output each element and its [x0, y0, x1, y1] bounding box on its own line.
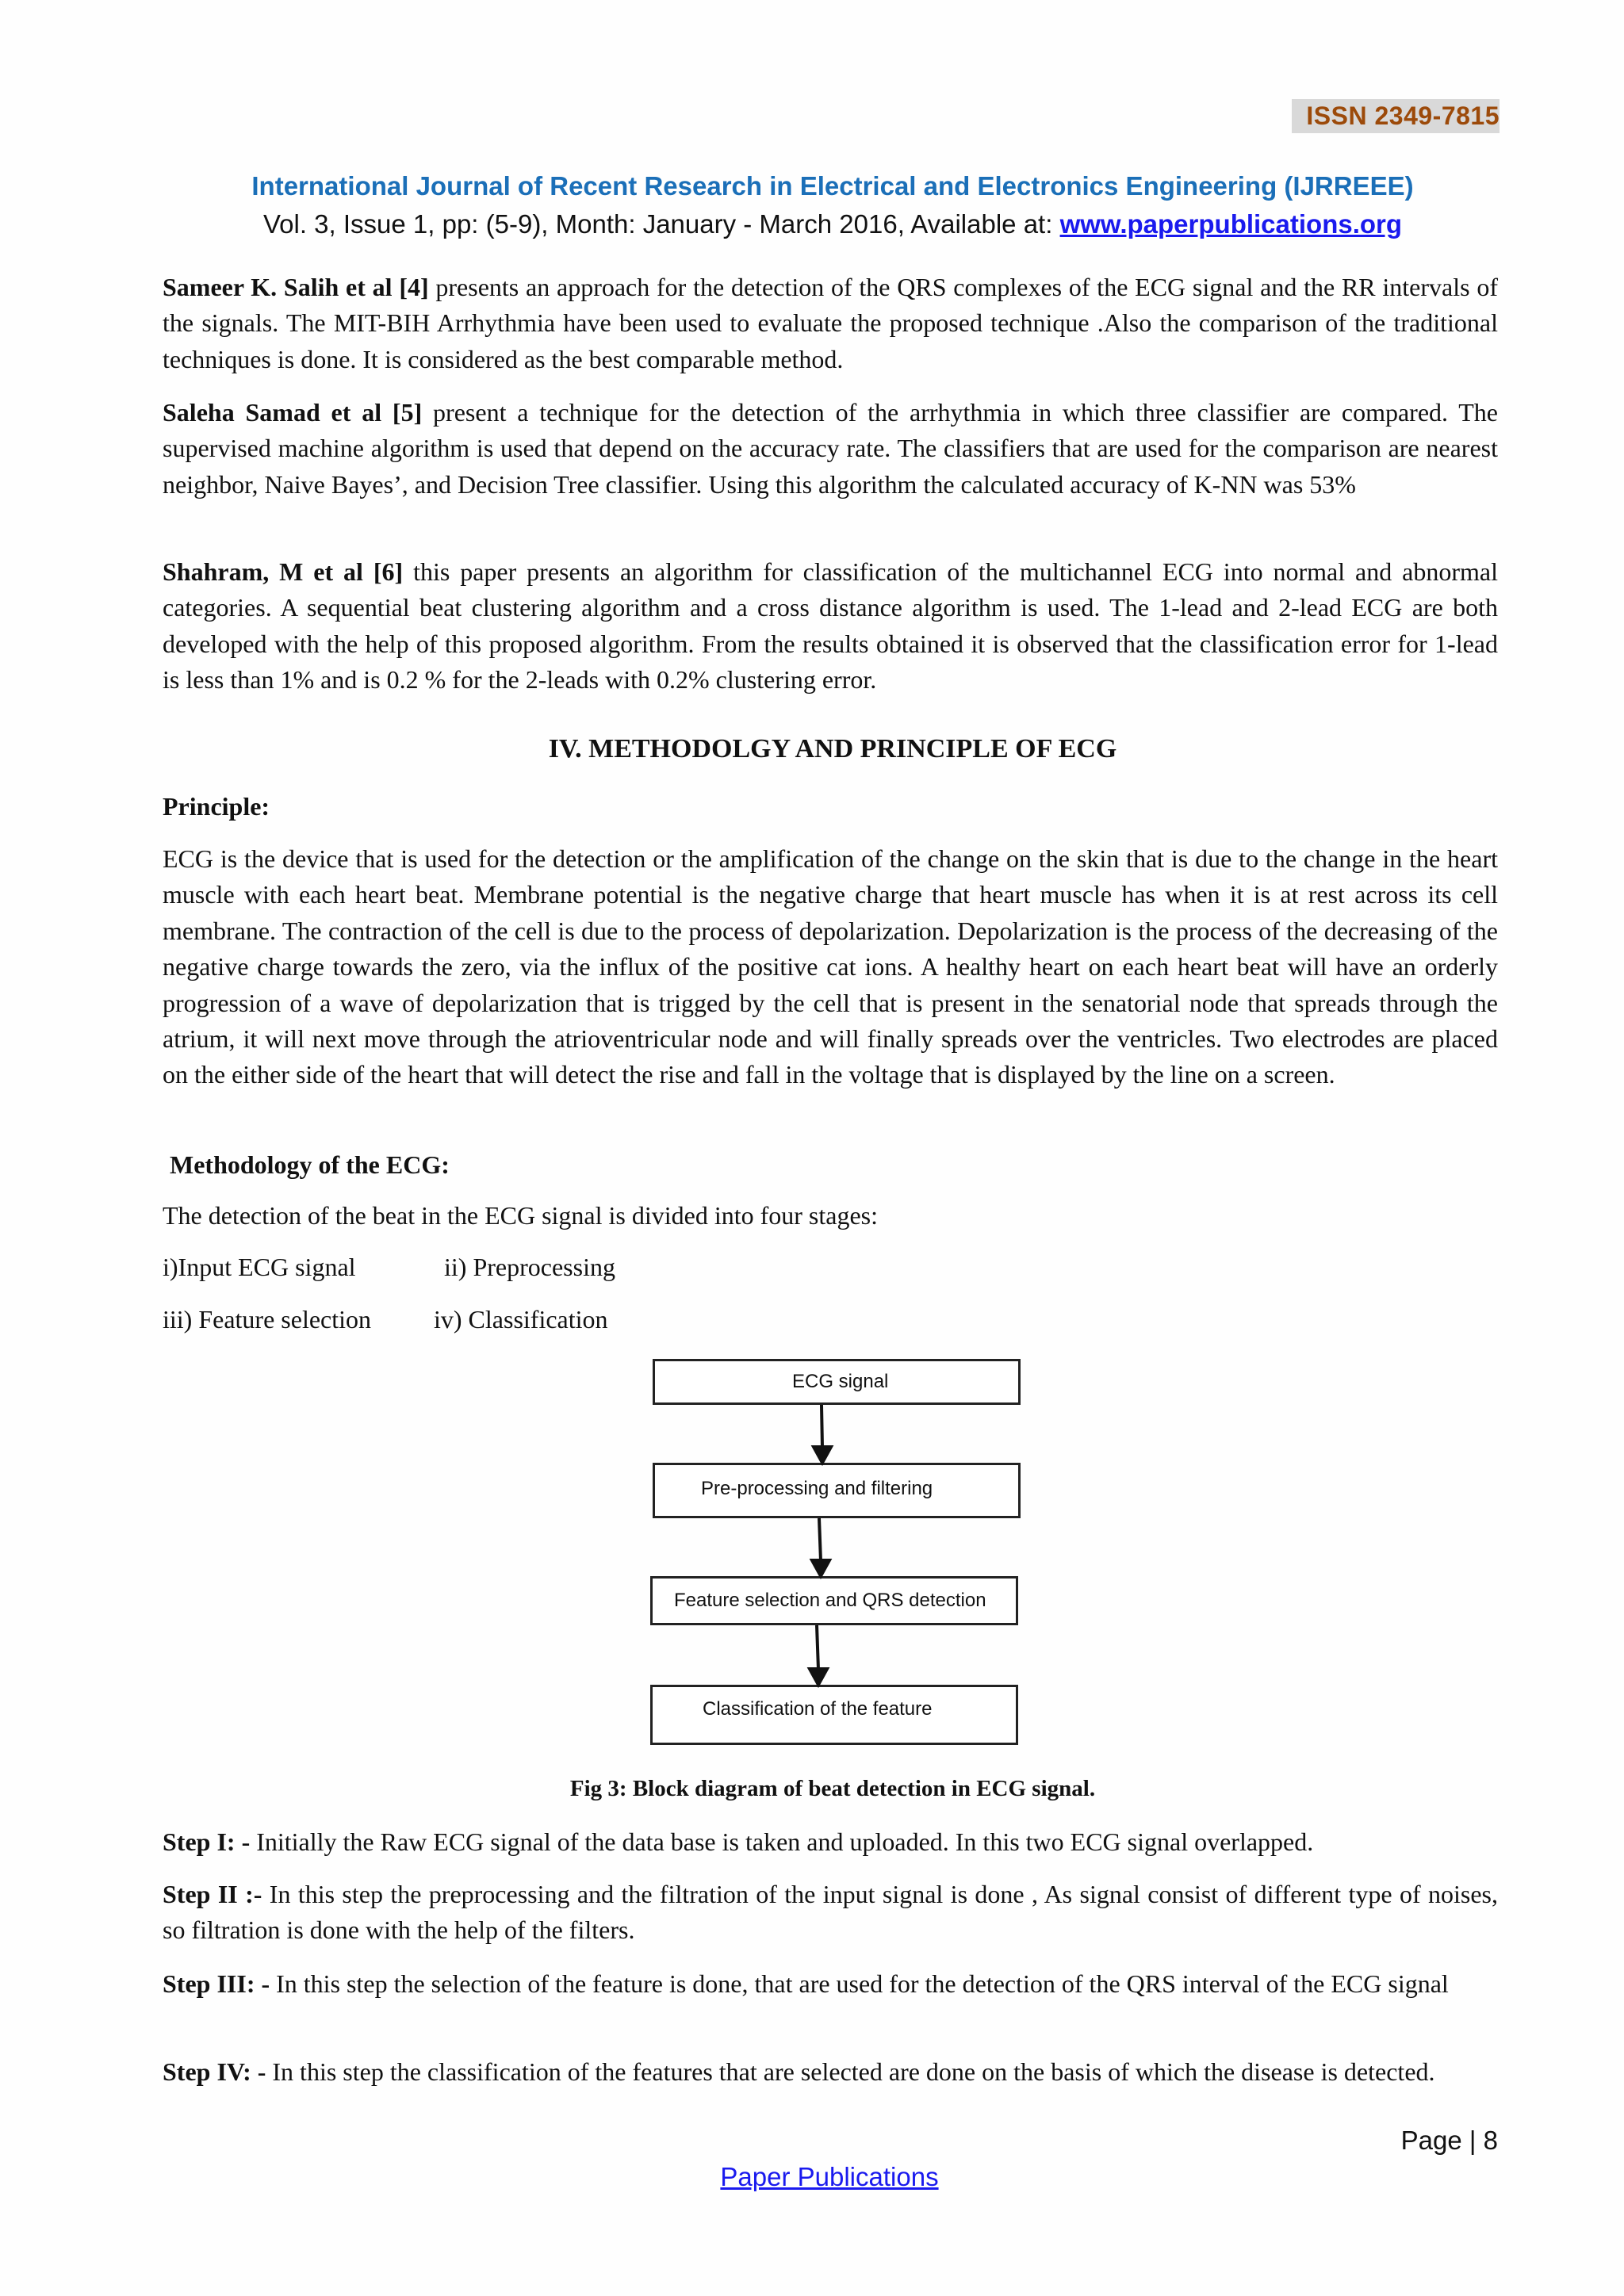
- paragraph-text: presents an approach for the detection of the QRS complexes of the ECG signal and the RR intervals of the signals. The MIT-BIH Arrhythmia have been used to evaluate the proposed technique .Also the comparison of the traditional techniques is done. It is considered as the best comparable method.: [163, 273, 1499, 373]
- arrowhead-icon: [810, 1669, 827, 1685]
- box-label: ECG signal: [792, 1371, 889, 1392]
- arrowhead-icon: [814, 1447, 831, 1463]
- arrowhead-icon: [812, 1560, 829, 1576]
- step-label: Step I: -: [163, 1827, 251, 1856]
- page-number: Page | 8: [1400, 2126, 1498, 2155]
- issn-badge: ISSN 2349-7815: [1292, 99, 1500, 133]
- figure-caption: Fig 3: Block diagram of beat detection in ECG signal.: [569, 1776, 1096, 1801]
- arrow-icon: [817, 1625, 818, 1670]
- stage-3: iii) Feature selection: [163, 1305, 372, 1334]
- citation-lead: Saleha Samad et al [5]: [163, 398, 423, 427]
- paragraph-text: present a technique for the detection of the arrhythmia in which three classifier are compared. The supervised machine algorithm is used that depend on the accuracy rate. The classifiers that are used for the comparison are nearest neighbor, Naive Bayes’, and Decision Tree classifier. Using this algorithm the calculated accuracy of K-NN was 53%: [163, 398, 1499, 499]
- step-text: In this step the classification of the features that are selected are done on the basis of which the disease is detected.: [266, 2057, 1435, 2086]
- publisher-link[interactable]: Paper Publications: [720, 2162, 939, 2191]
- citation-lead: Sameer K. Salih et al [4]: [163, 273, 429, 301]
- step-text: Initially the Raw ECG signal of the data base is taken and uploaded. In this two ECG signal overlapped.: [250, 1827, 1314, 1856]
- citation-lead: Shahram, M et al [6]: [163, 557, 404, 586]
- step-2: [163, 1877, 1498, 1949]
- journal-url-link[interactable]: www.paperpublications.org: [1059, 209, 1403, 239]
- step-text: In this step the preprocessing and the filtration of the input signal is done , As signal consist of different type of noises, so filtration is done with the help of the filters.: [163, 1880, 1499, 1945]
- stage-2: ii) Preprocessing: [444, 1253, 615, 1281]
- stage-1: i)Input ECG signal: [163, 1253, 356, 1281]
- principle-paragraph: ECG is the device that is used for the detection or the amplification of the change on the skin that is due to the change in the heart muscle with each heart beat. Membrane potential is the negative charge that heart muscle has when it is at rest across its cell membrane. The contraction of the cell is due to the process of depolarization. Depolarization is the process of the decreasing of the negative charge towards the zero, via the influx of the positive cat ions. A healthy heart on each heart beat will have an orderly progression of a wave of depolarization that is trigged by the cell that is present in the senatorial node that spreads through the atrium, it will next move through the atrioventricular node and will finally spreads over the ventricles. Two electrodes are placed on the either side of the heart that will detect the rise and fall in the voltage that is displayed by the line on a screen.: [163, 844, 1498, 1089]
- step-text: In this step the selection of the feature is done, that are used for the detection of the QRS interval of the ECG signal: [270, 1969, 1449, 1998]
- step-4: [163, 2054, 1498, 2090]
- principle-label: Principle:: [163, 792, 270, 821]
- box-label: Pre-processing and filtering: [701, 1478, 933, 1499]
- methodology-intro: The detection of the beat in the ECG signal is divided into four stages:: [163, 1201, 879, 1230]
- volume-text: Vol. 3, Issue 1, pp: (5-9), Month: January - March 2016, Available at:: [262, 209, 1060, 239]
- stage-4: iv) Classification: [434, 1305, 608, 1334]
- box-label: Feature selection and QRS detection: [674, 1590, 986, 1611]
- step-3: [163, 1966, 1498, 2002]
- journal-title: International Journal of Recent Research in Electrical and Electronics Engineering (IJRREEE): [251, 171, 1414, 201]
- step-label: Step III: -: [163, 1969, 270, 1998]
- methodology-label: Methodology of the ECG:: [170, 1150, 450, 1179]
- box-label: Classification of the feature: [703, 1698, 933, 1720]
- arrow-icon: [819, 1518, 821, 1561]
- step-label: Step II :-: [163, 1880, 262, 1908]
- step-label: Step IV: -: [163, 2057, 266, 2086]
- paragraph-text: this paper presents an algorithm for classification of the multichannel ECG into normal and abnormal categories. A sequential beat clustering algorithm and a cross distance algorithm is used. The 1-lead and 2-lead ECG are both developed with the help of this proposed algorithm. From the results obtained it is observed that the classification error for 1-lead is less than 1% and is 0.2 % for the 2-leads with 0.2% clustering error.: [163, 557, 1499, 695]
- section-heading: IV. METHODOLGY AND PRINCIPLE OF ECG: [548, 734, 1117, 763]
- step-1: [163, 1824, 1498, 1860]
